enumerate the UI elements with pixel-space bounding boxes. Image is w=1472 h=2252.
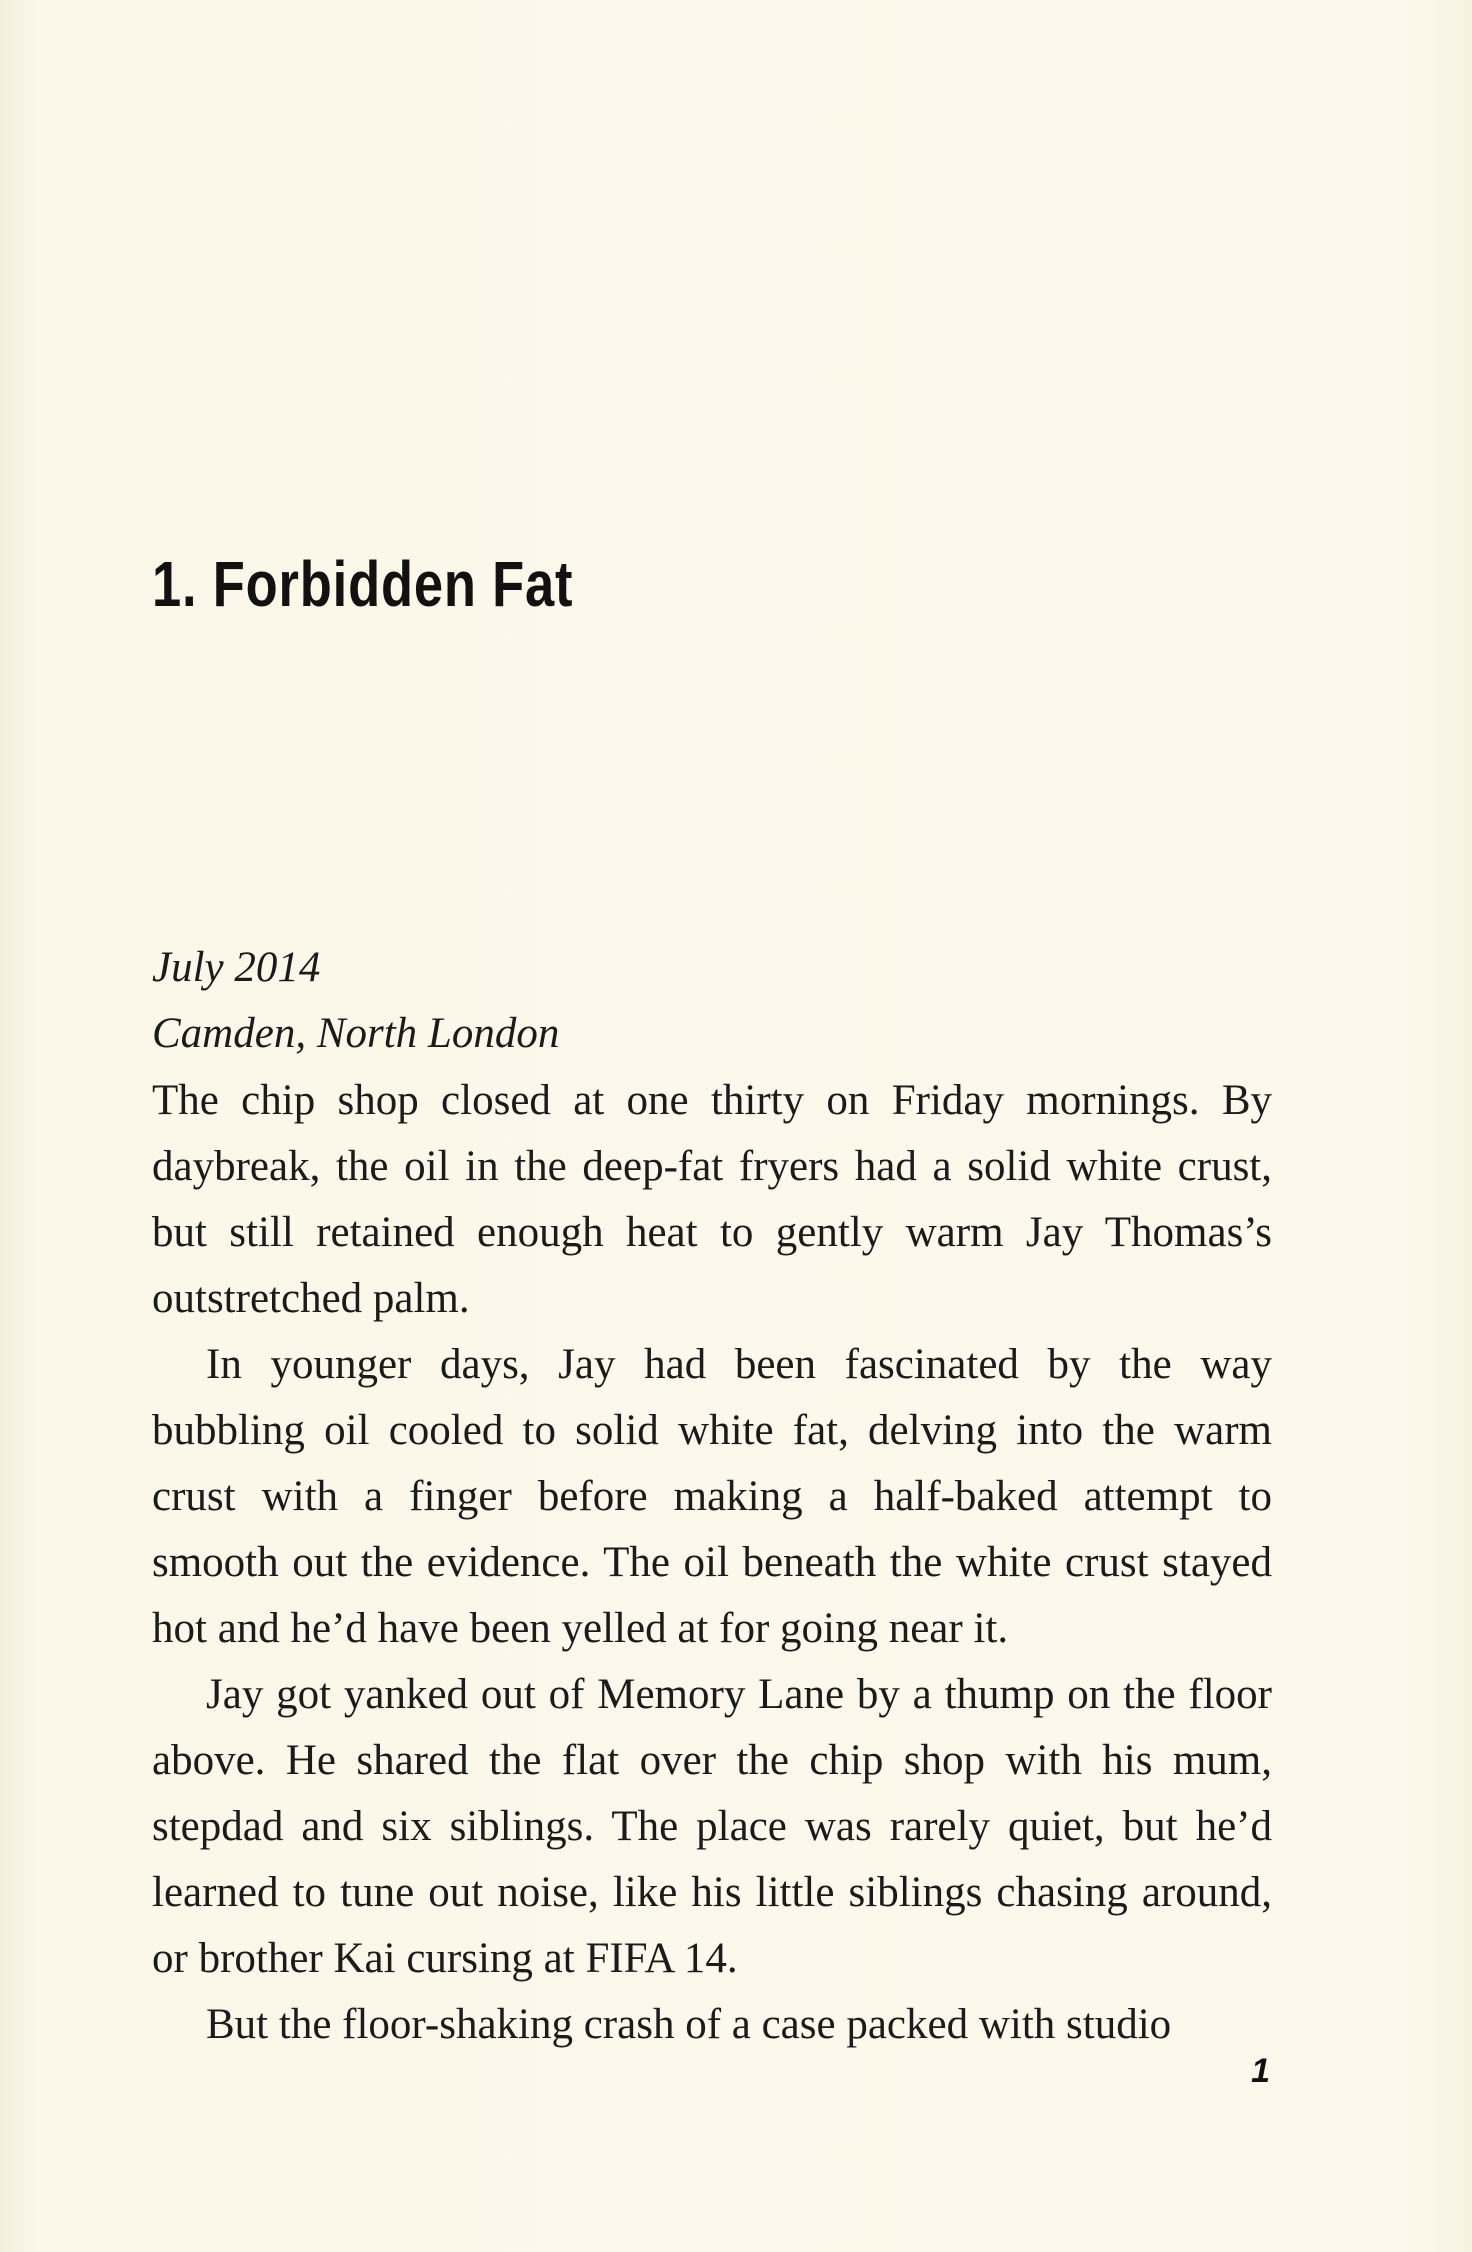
paragraph-1: The chip shop closed at one thirty on Friday mornings. By daybreak, the oil in the deep-fat fryers had a solid white crust, but still retained enough heat to gently warm Jay Thomas’s outstretched palm. <box>152 1077 1272 1322</box>
paragraph-2: In younger days, Jay had been fascinated by the way bubbling oil cooled to solid white fat, delving into the warm crust with a finger before making a half-baked attempt to smooth out the evidence. The oil beneath the white crust stayed hot and he’d have been yelled at for going near it. <box>152 1341 1272 1652</box>
dateline-place: Camden, North London <box>152 1010 560 1057</box>
paragraph-4: But the floor-shaking crash of a case packed with studio <box>206 2001 1172 2048</box>
page-number: 1 <box>1251 2052 1270 2090</box>
paragraph-3: Jay got yanked out of Memory Lane by a thump on the floor above. He shared the flat over the chip shop with his mum, stepdad and six siblings. The place was rarely quiet, but he’d learned to tune out noise, like his little siblings chasing around, or brother Kai cursing at FIFA 14. <box>152 1671 1272 1982</box>
dateline-date: July 2014 <box>152 944 321 991</box>
body-text <box>152 1068 1272 2058</box>
chapter-title: 1. Forbidden Fat <box>152 548 574 620</box>
dateline <box>152 935 1272 1067</box>
